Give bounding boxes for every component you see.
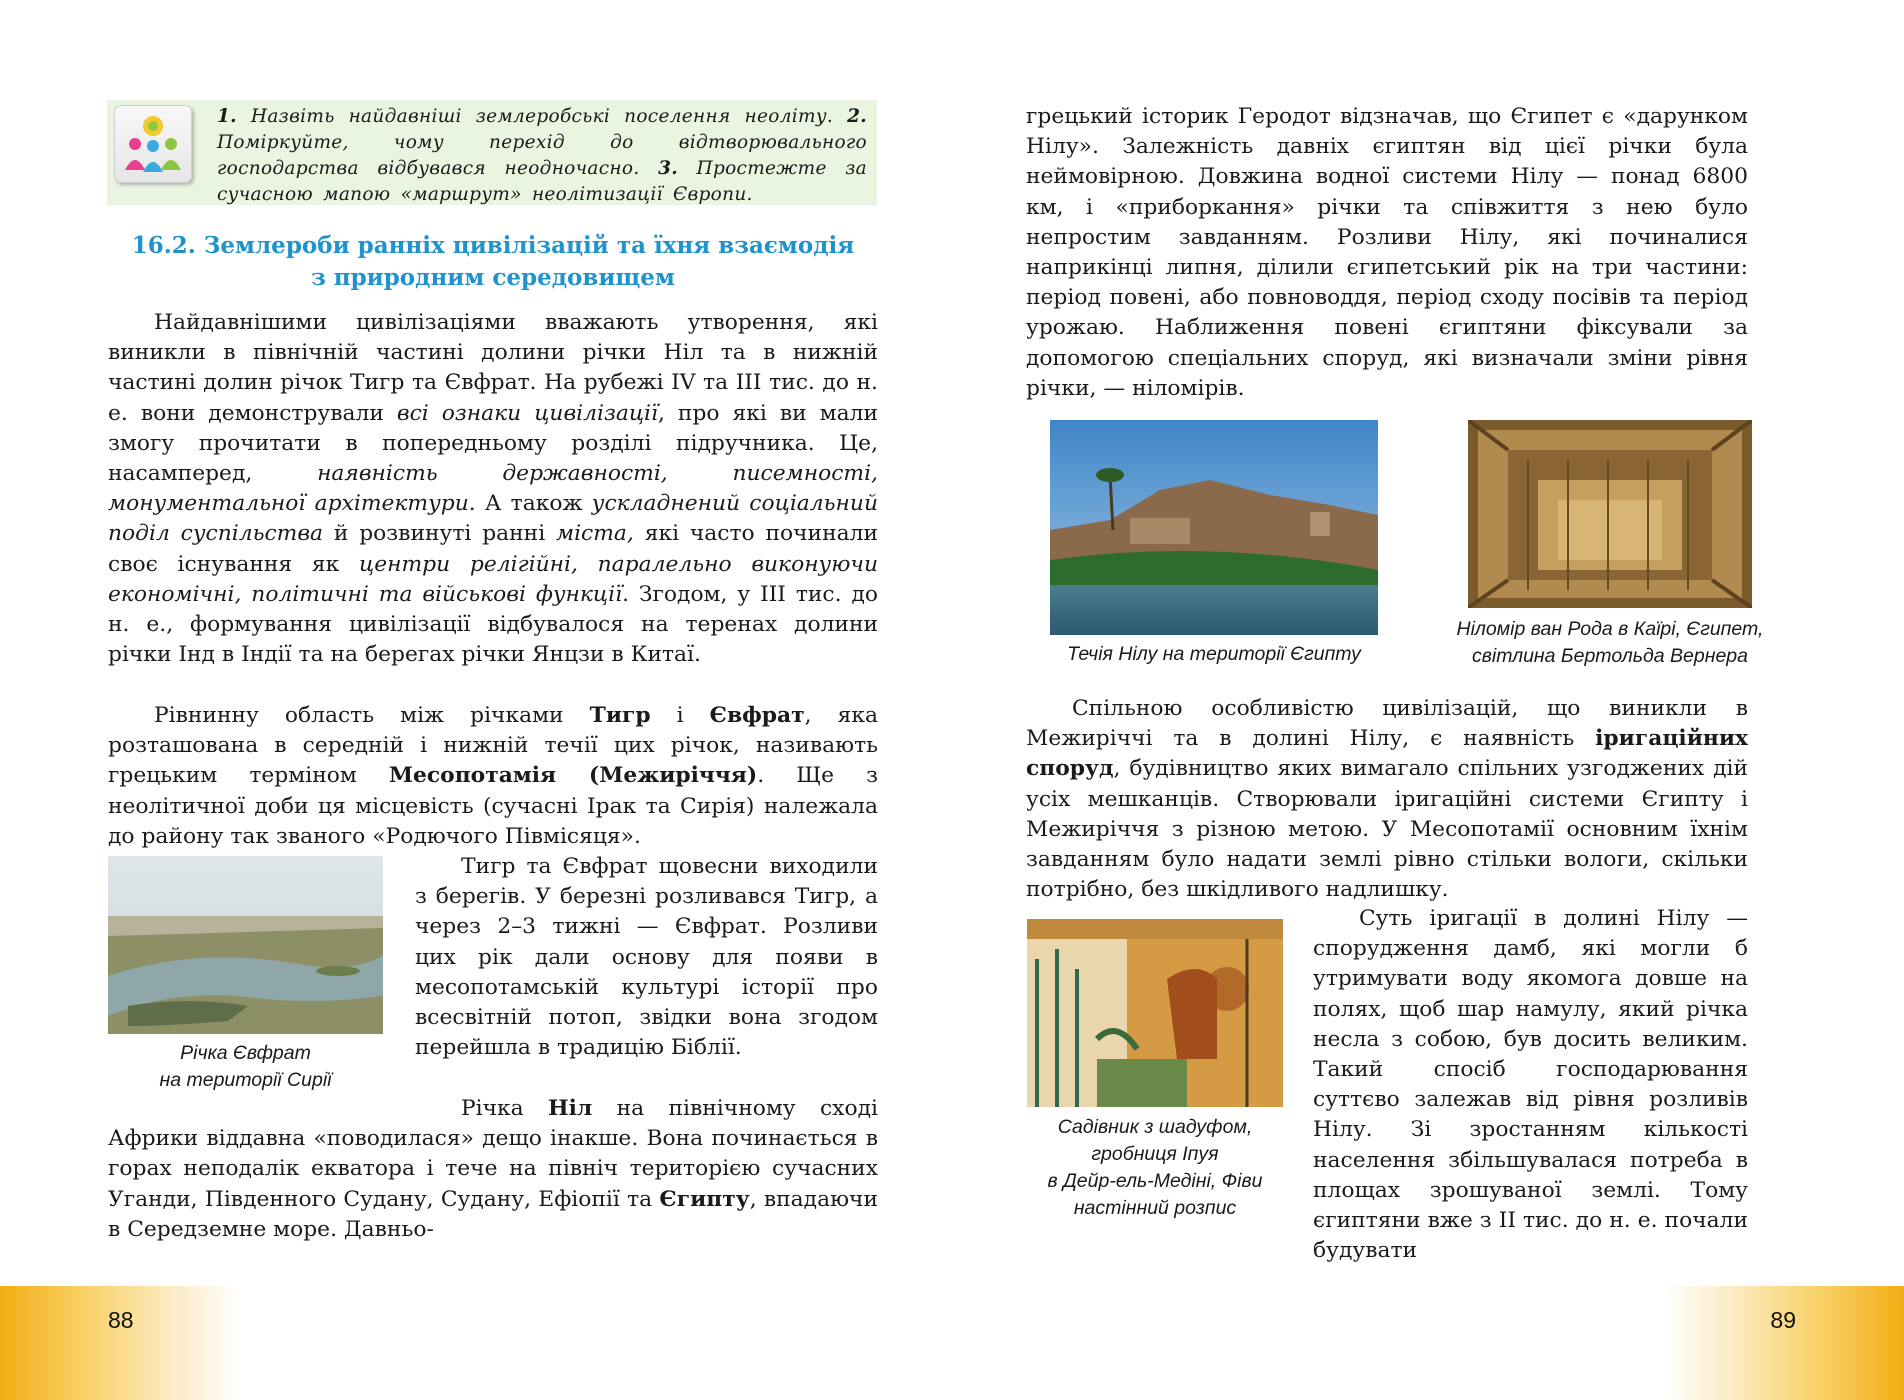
photo-gardener-shaduf xyxy=(1027,919,1283,1107)
caption-line: Ніломір ван Рода в Каїрі, Єгипет, xyxy=(1456,618,1764,640)
caption-line: гробниця Іпуя xyxy=(1091,1143,1219,1165)
group-discussion-icon xyxy=(114,105,192,183)
caption-line: світлина Бертольда Вернера xyxy=(1472,645,1748,667)
bold-run: Тигр xyxy=(589,703,651,728)
footer-band xyxy=(0,1286,952,1400)
text-run: Річка xyxy=(461,1096,549,1121)
question-3-number: 3. xyxy=(658,158,678,179)
photo-euphrates-river xyxy=(108,856,383,1034)
paragraph-irrigation xyxy=(1026,694,1748,905)
italic-run: всі ознаки цивілізації xyxy=(396,400,658,426)
text-run: які часто починали своє існування як xyxy=(108,521,878,577)
italic-run: наявність державності, писемності, монументальної архітектури. xyxy=(108,461,878,517)
section-title xyxy=(108,230,878,294)
bold-run: іригаційних споруд xyxy=(1026,726,1748,782)
paragraph-civilizations xyxy=(108,308,878,670)
page-number: 89 xyxy=(1770,1307,1796,1333)
bold-run: Єгипту xyxy=(659,1186,750,1212)
text-run: Найдавнішими цивілізаціями вважають утворення, які виникли в північній частині долини річки Ніл та в нижній частині долин річок Тигр та Євфрат. На рубежі IV та III тис. до н. е. вони демонстрували xyxy=(108,310,878,426)
paragraph-herodotus: грецький історик Геродот відзначав, що Єгипет є «дарунком Нілу». Залежність давніх єгиптян від цієї річки була неймовірною. Довжина водної системи Нілу — понад 6800 км, і «приборкання» річки та співжиття з нею було непростим завданням. Розливи Нілу, які починалися наприкінці липня, ділили єгипетський рік на три частини: період повені, або повноводдя, період сходу посівів та період урожаю. Наближення повені єгиптяни фіксували за допомогою спеціальних споруд, які визначали зміни рівня річки, — ніломірів. xyxy=(1026,104,1748,401)
caption-gardener xyxy=(1017,1114,1293,1222)
text-run: . Ще з неолітичної доби ця місцевість (сучасні Ірак та Сирія) належала до району так званого «Родючого Півмісяця». xyxy=(108,763,878,849)
text-run: Рівнинну область між річками xyxy=(154,703,590,728)
text-run: , про які ви мали змогу прочитати в попередньому розділі підручника. Це, насамперед, xyxy=(108,400,878,487)
text-run: . Згодом, у III тис. до н. е., формування цивілізації відбувалося на теренах долини річки Інд в Індії та на берегах річки Янцзи в Китаї. xyxy=(108,581,878,668)
photo-nile-river xyxy=(1050,420,1378,635)
paragraph-mesopotamia xyxy=(108,701,878,852)
caption-line: настінний розпис xyxy=(1073,1197,1237,1219)
text-run: , впадаючи в Середземне море. Давньо- xyxy=(108,1186,878,1242)
caption-euphrates xyxy=(108,1040,383,1094)
task-box xyxy=(107,100,877,205)
text-run: й розвинуті ранні xyxy=(323,521,557,547)
paragraph-flood: Тигр та Євфрат щовесни виходили з берегів. У березні розливався Тигр, а через 2–3 тижні — Євфрат. Розливи цих рік дали основу для появи в месопотамській культурі історії про всесвітній потоп, звідки вона згодом перейшла в традицію Біблії. xyxy=(415,854,878,1061)
question-1-number: 1. xyxy=(217,106,237,127)
bold-run: Ніл xyxy=(548,1096,593,1121)
caption-line: Садівник з шадуфом, xyxy=(1057,1116,1253,1138)
question-2-text: Поміркуйте, чому перехід до відтворювального господарства відбувався неодночасно. xyxy=(217,132,867,179)
page-number: 88 xyxy=(108,1307,134,1333)
bold-run: Євфрат xyxy=(709,703,805,728)
caption-nile: Течія Нілу на території Єгипту xyxy=(1067,643,1361,665)
question-2-number: 2. xyxy=(847,106,867,127)
caption-line: на території Сирії xyxy=(159,1069,332,1091)
italic-run: міста, xyxy=(556,521,634,547)
paragraph-nile xyxy=(108,1094,878,1245)
section-title-line-2: з природним середовищем xyxy=(311,264,675,291)
italic-run: центри релігійні, паралельно виконуючи економічні, політичні та військові функції xyxy=(108,551,878,607)
text-run: і xyxy=(650,703,710,728)
caption-nilometer xyxy=(1442,616,1778,670)
text-run: , яка розташована в середній і нижній течії цих річок, називають грецьким терміном xyxy=(108,703,878,789)
photo-nilometer xyxy=(1468,420,1752,608)
caption-line: в Дейр-ель-Медіні, Фіви xyxy=(1047,1170,1263,1192)
bold-run: Месопотамія (Межиріччя) xyxy=(388,763,758,789)
section-title-line-1: 16.2. Землероби ранніх цивілізацій та їхня взаємодія xyxy=(131,232,855,259)
right-page xyxy=(952,0,1904,1400)
text-run: , будівництво яких вимагало спільних узгоджених дій усіх мешканців. Створювали іригаційні системи Єгипту і Межиріччя з різною метою. У Месопотамії основним їхнім завданням було надати землі рівно стільки вологи, скільки потрібно, без шкідливого надлишку. xyxy=(1026,756,1748,903)
question-3-text: Простежте за сучасною мапою «маршрут» неолітизації Європи. xyxy=(217,158,867,205)
question-1-text: Назвіть найдавніші землеробські поселення неоліту. xyxy=(236,106,834,127)
caption-line: Річка Євфрат xyxy=(180,1042,311,1064)
text-run: Спільною особливістю цивілізацій, що виникли в Межиріччі та в долині Нілу, є наявність xyxy=(1026,696,1748,752)
text-run: на північному сході Африки віддавна «поводилася» дещо інакше. Вона починається в горах неподалік екватора і тече на північ територією сучасних Уганди, Південного Судану, Судану, Ефіопії та xyxy=(108,1096,878,1212)
footer-band xyxy=(952,1286,1904,1400)
paragraph-nile-irrigation: Суть іригації в долині Нілу — спорудження дамб, які могли б утримувати воду якомога довше на полях, щоб шар намулу, який річка несла з собою, був досить великим. Такий спосіб господарювання суттєво залежав від рівня розливів Нілу. Зі зростанням кількості населення збільшувалася потреба в площах зрошуваної землі. Тому єгиптяни вже з II тис. до н. е. почали будувати xyxy=(1313,906,1748,1264)
text-run: А також xyxy=(475,491,592,517)
task-questions xyxy=(217,104,867,208)
italic-run: ускладнений соціальний поділ суспільства xyxy=(108,491,878,547)
